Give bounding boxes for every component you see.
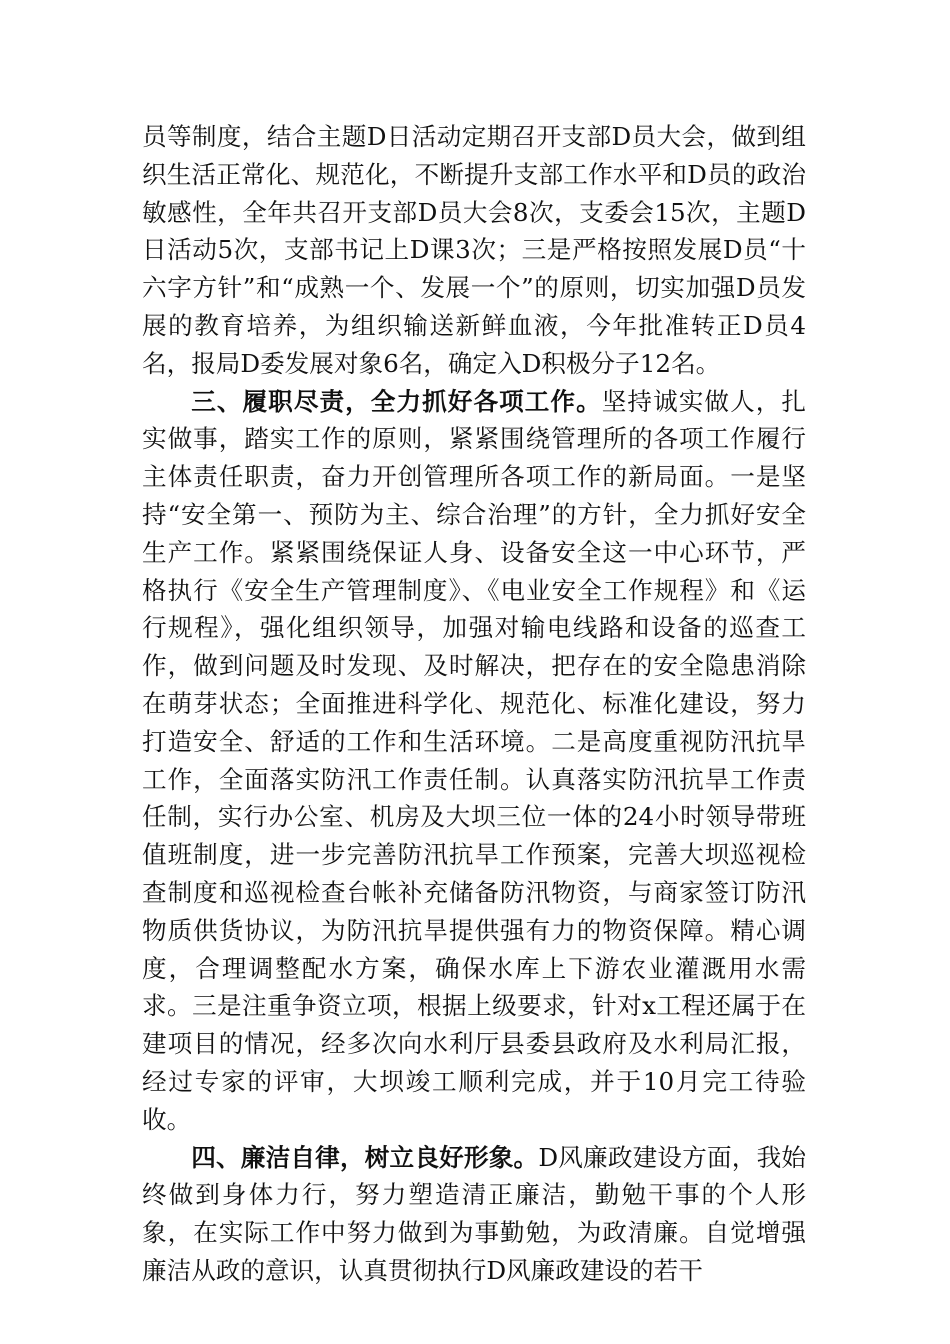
paragraph-body: 员等制度，结合主题D日活动定期召开支部D员大会，做到组织生活正常化、规范化，不断提升支部工作水平和D员的政治敏感性，全年共召开支部D员大会8次，支委会15次，主题D日活动5次，支部书记上D课3次；三是严格按照发展D员“十六字方针”和“成熟一个、发展一个”的原则，切实加强D员发展的教育培养，为组织输送新鲜血液，今年批准转正D员4名，报局D委发展对象6名，确定入D积极分子12名。	[142, 122, 806, 378]
paragraph-continuation	[142, 118, 806, 383]
paragraph-section-4	[142, 1139, 806, 1290]
paragraph-body: 坚持诚实做人，扎实做事，踏实工作的原则，紧紧围绕管理所的各项工作履行主体责任职责，奋力开创管理所各项工作的新局面。一是坚持“安全第一、预防为主、综合治理”的方针，全力抓好安全生产工作。紧紧围绕保证人身、设备安全这一中心环节，严格执行《安全生产管理制度》、《电业安全工作规程》和《运行规程》，强化组织领导，加强对输电线路和设备的巡查工作，做到问题及时发现、及时解决，把存在的安全隐患消除在萌芽状态；全面推进科学化、规范化、标准化建设，努力打造安全、舒适的工作和生活环境。二是高度重视防汛抗旱工作，全面落实防汛工作责任制。认真落实防汛抗旱工作责任制，实行办公室、机房及大坝三位一体的24小时领导带班值班制度，进一步完善防汛抗旱工作预案，完善大坝巡视检查制度和巡视检查台帐补充储备防汛物资，与商家签订防汛物质供货协议，为防汛抗旱提供强有力的物资保障。精心调度，合理调整配水方案，确保水库上下游农业灌溉用水需求。三是注重争资立项，根据上级要求，针对x工程还属于在建项目的情况，经多次向水利厅县委县政府及水利局汇报，经过专家的评审，大坝竣工顺利完成，并于10月完工待验收。	[142, 386, 806, 1134]
paragraph-body: D风廉政建设方面，我始终做到身体力行，努力塑造清正廉洁，勤勉干事的个人形象，在实际工作中努力做到为事勤勉，为政清廉。自觉增强廉洁从政的意识，认真贯彻执行D风廉政建设的若干	[142, 1142, 806, 1285]
document-page	[142, 118, 806, 1290]
paragraph-section-3	[142, 383, 806, 1139]
section-heading: 四、廉洁自律，树立良好形象。	[191, 1142, 539, 1172]
section-heading: 三、履职尽责，全力抓好各项工作。	[191, 386, 602, 416]
